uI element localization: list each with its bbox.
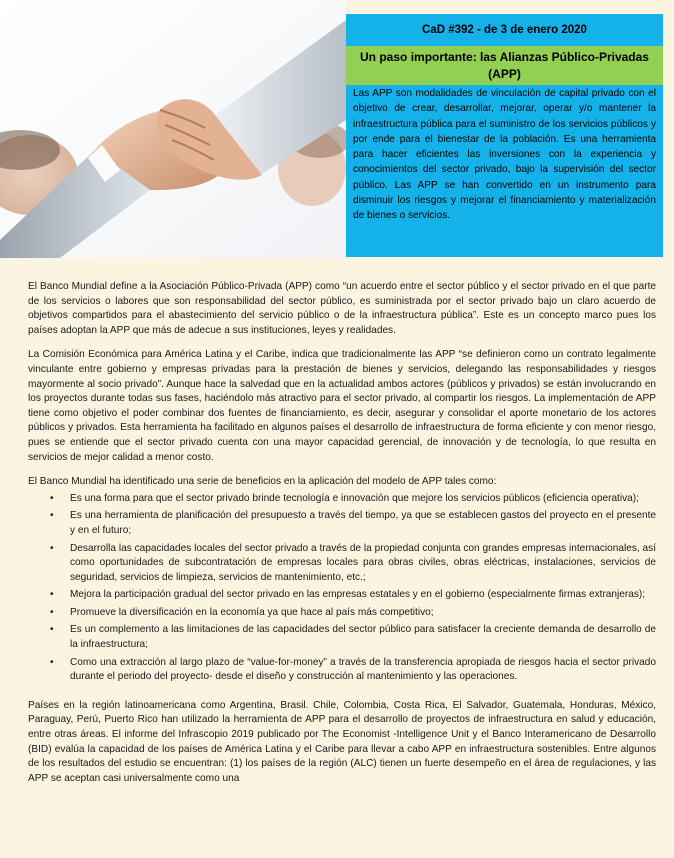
paragraph-cepal: La Comisión Económica para América Latina y el Caribe, indica que tradicionalmente las APP “se definieron como un contrato legalmente vinculante entre gobierno y empresas privadas para la prestación de bienes y servicios, delegando las responsabilidades y riesgos mayormente al socio privado”. Aunque hace la salvedad que en la actualidad ambos actores (públicos y privados) se están involucrando en los proyectos durante todas sus fases, haciéndolo más atractivo para el sector privado, al compartir los riesgos. La implementación de APP tiene como objetivo el poder combinar dos fuentes de financiamiento, es decir, asegurar y consolidar el aporte monetario de los actores públicos y privados. Esta herramienta ha facilitado en algunos países el desarrollo de infraestructura de forma eficiente y con menor riesgo, pues se entiende que el sector privado cuenta con una mayor capacidad gerencial, de innovación y de tecnología, lo que resulta en servicios de mejor calidad a menor costo. bbox=[28, 349, 656, 463]
paragraph-definition: El Banco Mundial define a la Asociación Público-Privada (APP) como “un acuerdo entre el sector público y el sector privado en el que parte de los servicios o labores que son responsabilidad del sector público, es suministrada por el sector privado bajo un claro acuerdo de objetivos compartidos para el abastecimiento del servicio público o de la infraestructura pública”. Este es un concepto marco pues los países adoptan la APP que más de adecue a sus instituciones, leyes y realidades. bbox=[28, 281, 656, 336]
handshake-photo bbox=[0, 0, 346, 258]
benefits-list bbox=[28, 492, 656, 685]
bullet-icon: • bbox=[50, 606, 54, 618]
issue-banner: CaD #392 - de 3 de enero 2020 bbox=[346, 14, 663, 46]
article-body bbox=[28, 280, 656, 796]
bullet-icon: • bbox=[50, 656, 54, 668]
bullet-icon: • bbox=[50, 492, 54, 504]
bullet-icon: • bbox=[50, 624, 54, 636]
bullet-icon: • bbox=[50, 510, 54, 522]
list-item: • Desarrolla las capacidades locales del sector privado a través de la propiedad conjunta con grandes empresas internacionales, así como oportunidades de subcontratación de empresas locales para obras civiles, obras eléctricas, instalaciones, servicios de seguridad, servicios de limpieza, servicios de mantenimiento, etc.; bbox=[50, 542, 656, 583]
list-item: • Es una forma para que el sector privado brinde tecnología e innovación que mejore los servicios públicos (eficiencia operativa); bbox=[70, 492, 656, 507]
bullet-icon: • bbox=[50, 542, 54, 554]
paragraph-benefits-intro: El Banco Mundial ha identificado una serie de beneficios en la aplicación del modelo de APP tales como: bbox=[28, 476, 497, 488]
list-item: • Es un complemento a las limitaciones de las capacidades del sector público para satisfacer la creciente demanda de desarrollo de la infraestructura; bbox=[50, 624, 656, 651]
article-title: Un paso importante: las Alianzas Público-Privadas (APP) bbox=[346, 46, 663, 85]
list-item: • Es una herramienta de planificación del presupuesto a través del tiempo, ya que se establecen gastos del proyecto en el presente y en el futuro; bbox=[50, 510, 656, 536]
summary-box: Las APP son modalidades de vinculación de capital privado con el objetivo de crear, desarrollar, mejorar, operar y/o mantener la infraestructura pública para el suministro de los servicios públicos y por ende para el bienestar de la población. Es una herramienta para hacer eficientes las inversiones con la experiencia y conocimientos del sector privado, bajo la supervisión del sector público. Las APP se han convertido en un instrumento para disminuir los riesgos y mejorar el financiamiento y materialización de bienes o servicios. bbox=[346, 85, 663, 257]
list-item: • Promueve la diversificación en la economía ya que hace al país más competitivo; bbox=[70, 606, 656, 621]
paragraph-latam: Países en la región latinoamericana como Argentina, Brasil. Chile, Colombia, Costa Rica, El Salvador, Guatemala, Honduras, México, Paraguay, Perú, Puerto Rico han utilizado la herramienta de APP para el desarrollo de proyectos de infraestructura en salud y educación, entre otras áreas. El informe del Infrascopio 2019 publicado por The Economist -Intelligence Unit y el Banco Interamericano de Desarrollo (BID) evalúa la capacidad de los países de América Latina y el Caribe para llevar a cabo APP en infraestructura sostenibles. Entre algunos de los resultados del estudio se encuentran: (1) los países de la región (ALC) tienen un fuerte desempeño en el área de regulaciones, y las APP se aceptan casi universalmente como una bbox=[28, 699, 656, 784]
list-item: • Mejora la participación gradual del sector privado en las empresas estatales y en el gobierno (especialmente firmas extranjeras); bbox=[70, 588, 656, 603]
handshake-illustration bbox=[0, 0, 346, 258]
list-item: • Como una extracción al largo plazo de “value-for-money” a través de la transferencia apropiada de riesgos hacia el sector privado durante el periodo del proyecto- desde el diseño y construcción al mantenimiento y las operaciones. bbox=[50, 656, 656, 683]
bullet-icon: • bbox=[50, 589, 54, 601]
